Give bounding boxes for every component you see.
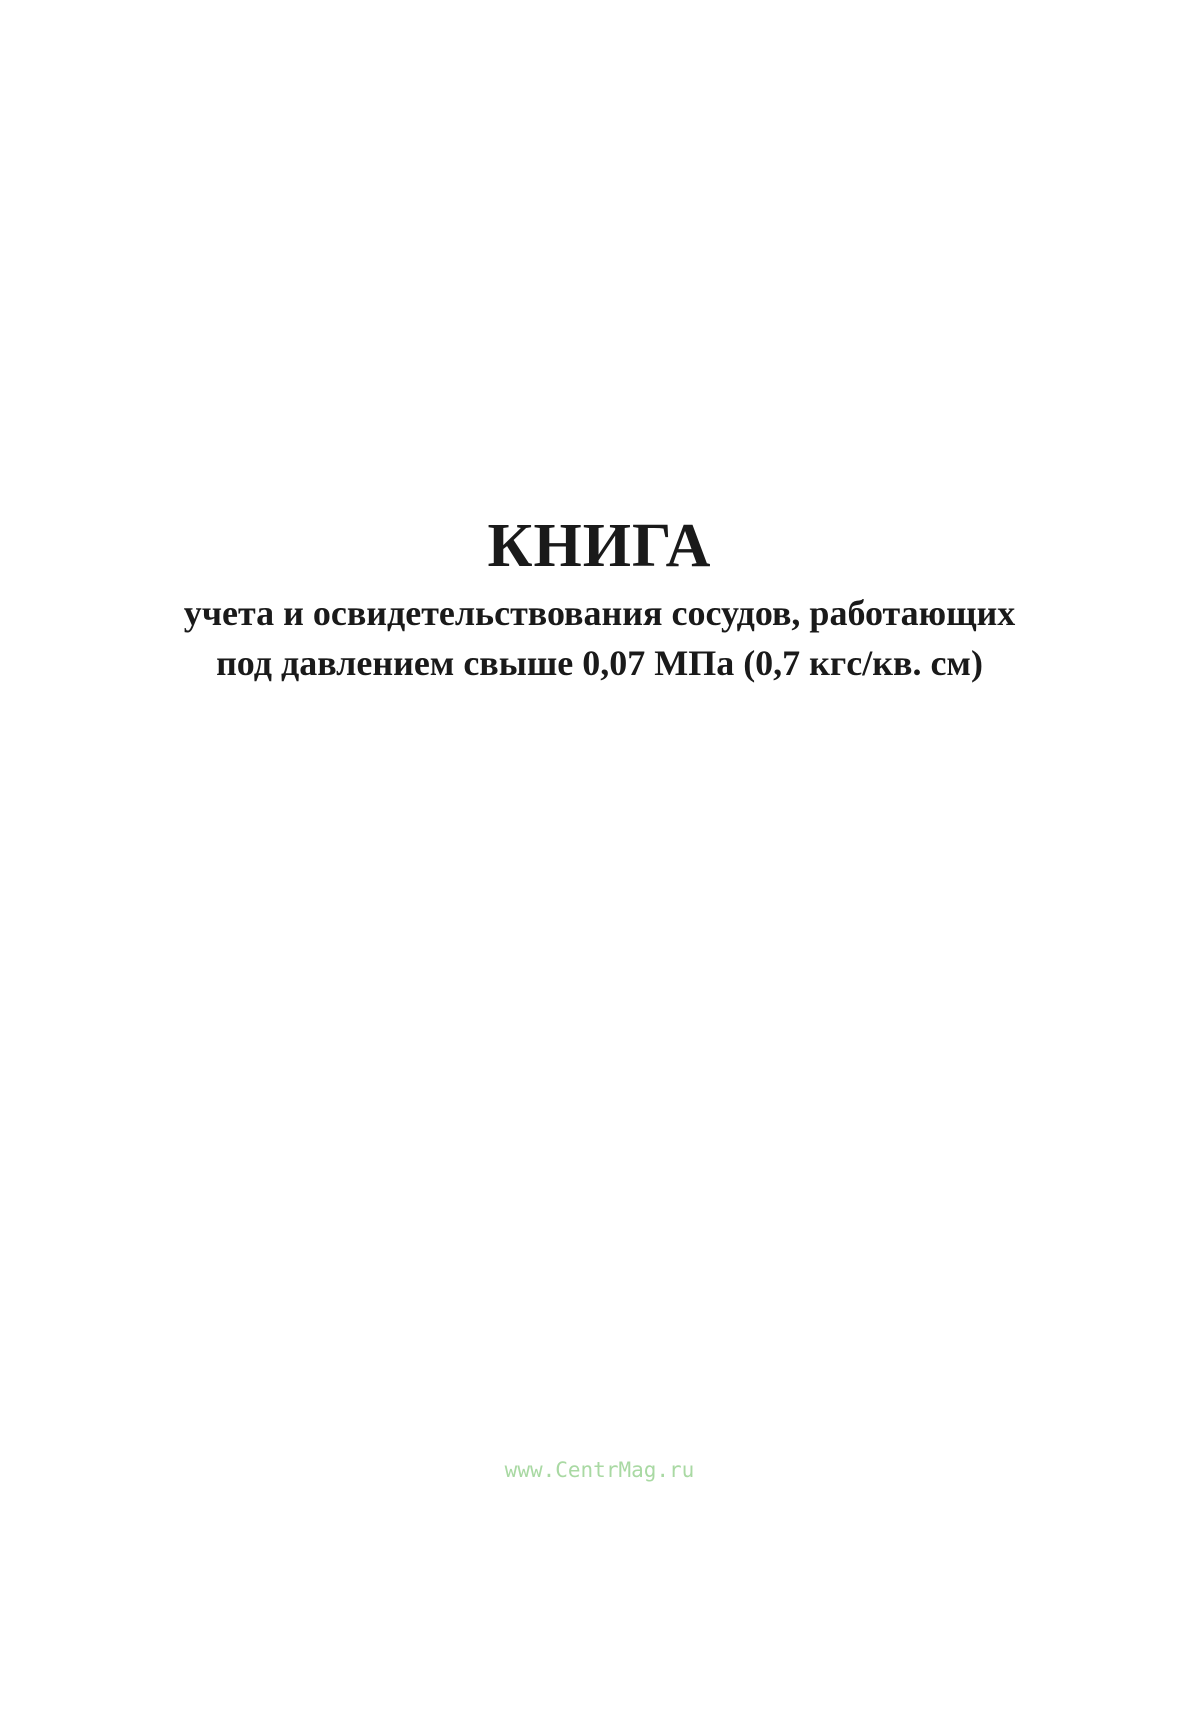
subtitle-line-1: учета и освидетельствования сосудов, работающих (183, 593, 1016, 633)
title-block (0, 510, 1199, 688)
watermark-text: www.CentrMag.ru (504, 1458, 695, 1482)
document-title: КНИГА (487, 512, 712, 580)
subtitle-line-2: под давлением свыше 0,07 МПа (0,7 кгс/кв. см) (216, 643, 983, 683)
document-subtitle (0, 588, 1199, 688)
